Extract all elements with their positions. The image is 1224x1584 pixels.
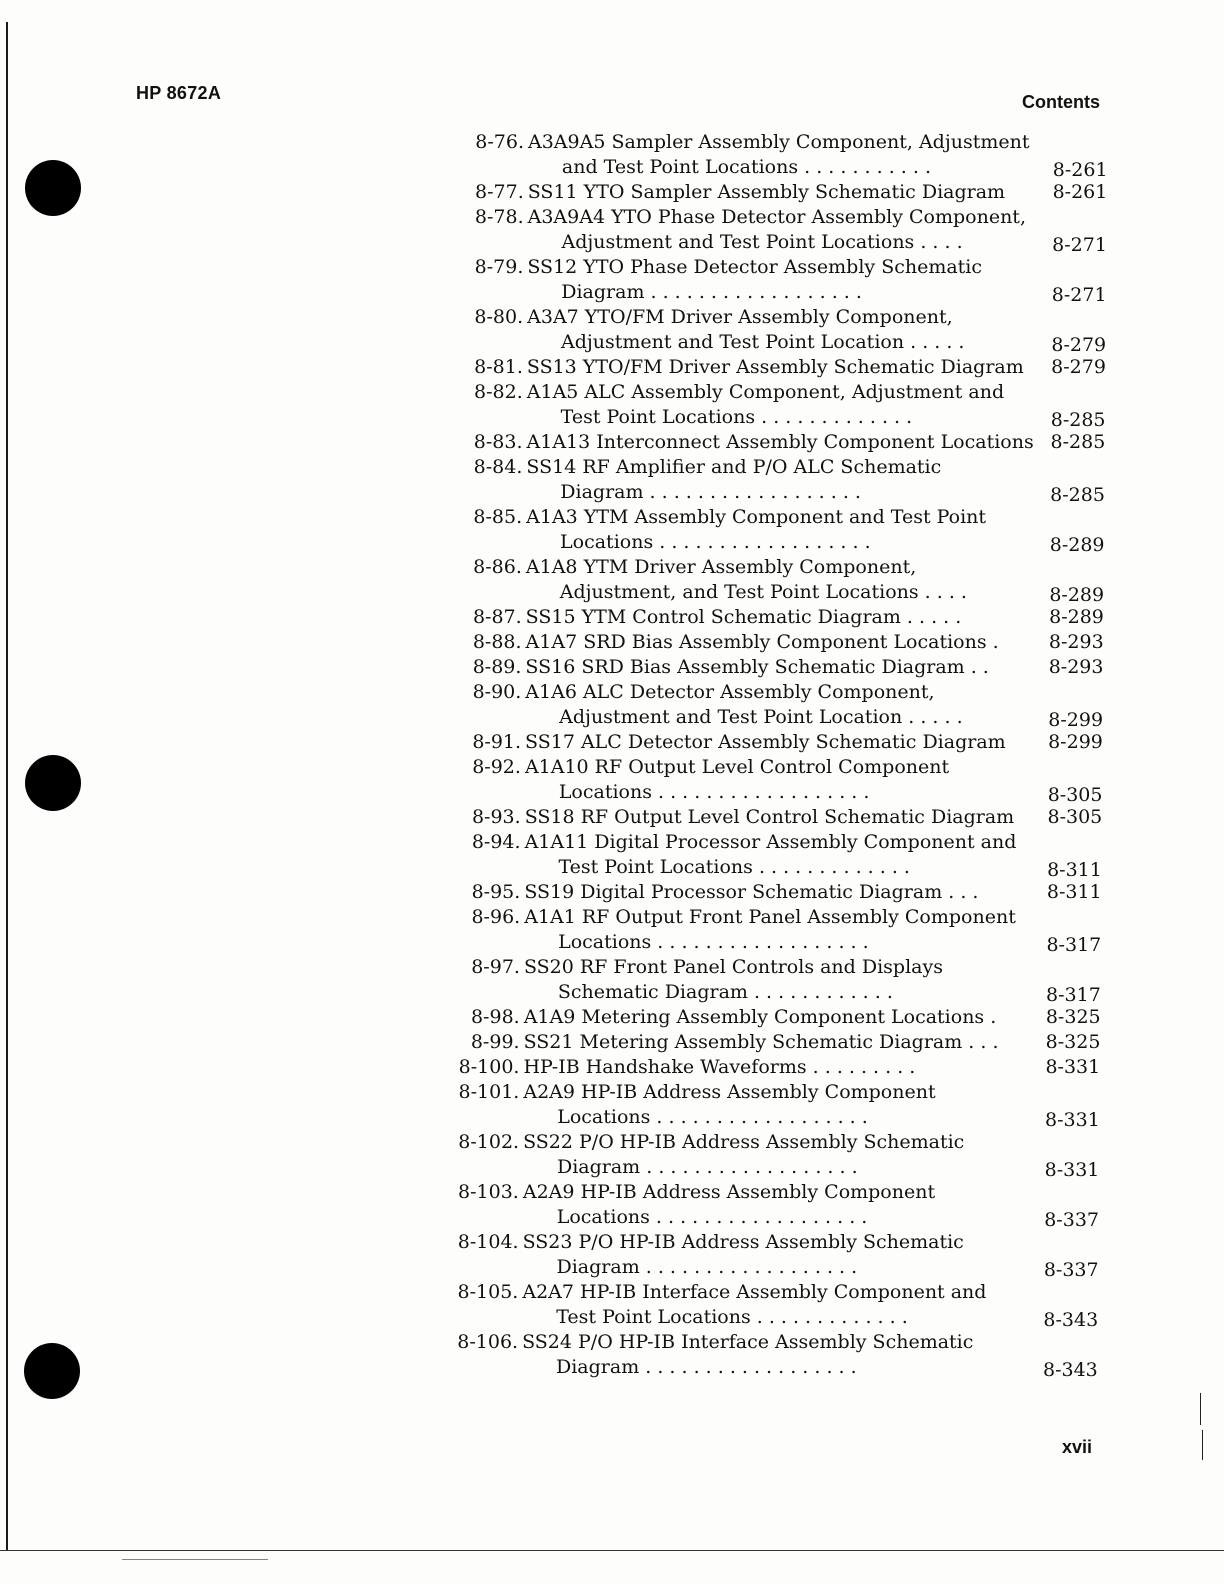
- toc-entry-title: Adjustment and Test Point Location . . . . .: [559, 706, 963, 728]
- toc-entry-number: 8-82.: [474, 381, 523, 403]
- toc-entry-page: 8-289: [1049, 606, 1104, 628]
- toc-entry-title: Locations . . . . . . . . . . . . . . . . . .: [560, 531, 871, 553]
- toc-entry: [0, 180, 1224, 205]
- toc-entry-title: A1A8 YTM Driver Assembly Component,: [525, 556, 917, 578]
- toc-entry-title: SS15 YTM Control Schematic Diagram . . . . .: [525, 606, 962, 628]
- toc-entry: [0, 1080, 1224, 1130]
- toc-entry-title: A3A7 YTO/FM Driver Assembly Component,: [527, 306, 953, 328]
- toc-entry-number: 8-94.: [471, 831, 521, 853]
- toc-entry-number: 8-93.: [471, 806, 521, 828]
- toc-entry-line: [0, 1055, 1224, 1080]
- toc-entry-title: Diagram . . . . . . . . . . . . . . . . . .: [561, 281, 862, 303]
- toc-entry-title: Test Point Locations . . . . . . . . . . . . .: [558, 856, 910, 878]
- page-number: xvii: [1062, 1437, 1093, 1457]
- toc-entry: [0, 1055, 1224, 1080]
- toc-entry-page: 8-271: [1051, 284, 1107, 306]
- toc-entry: [0, 605, 1224, 630]
- toc-entry-number: 8-87.: [472, 606, 522, 628]
- toc-entry-line: [0, 580, 1224, 605]
- toc-entry-page: 8-279: [1051, 334, 1107, 356]
- toc-entry: [0, 255, 1224, 305]
- toc-entry: [0, 1230, 1224, 1280]
- toc-entry-title: Diagram . . . . . . . . . . . . . . . . . .: [556, 1156, 858, 1178]
- toc-entry-line: [0, 630, 1224, 655]
- toc-entry-line: [0, 1255, 1224, 1280]
- toc-entry-number: 8-79.: [474, 256, 524, 278]
- toc-entry-title: SS20 RF Front Panel Controls and Displays: [523, 956, 943, 978]
- toc-entry-line: [0, 805, 1224, 830]
- toc-entry-number: 8-90.: [472, 681, 522, 703]
- toc-entry: [0, 905, 1224, 955]
- toc-entry-line: [0, 555, 1224, 580]
- toc-entry-line: [0, 705, 1224, 730]
- toc-entry-page: 8-311: [1046, 881, 1102, 903]
- toc-entry-line: [0, 305, 1224, 330]
- toc-entry-line: [0, 1105, 1224, 1130]
- toc-entry-line: [0, 1205, 1224, 1230]
- toc-entry-number: 8-100.: [458, 1056, 520, 1078]
- toc-entry-title: Test Point Locations . . . . . . . . . . . . .: [556, 1306, 908, 1328]
- toc-entry-line: [0, 505, 1224, 530]
- toc-entry-line: [0, 955, 1224, 980]
- toc-entry-line: [0, 380, 1224, 405]
- toc-entry-number: 8-105.: [457, 1281, 519, 1303]
- toc-entry-line: [0, 1180, 1224, 1205]
- toc-entry-line: [0, 680, 1224, 705]
- toc-entry: [0, 505, 1224, 555]
- toc-entry-page: 8-289: [1049, 534, 1105, 556]
- toc-entry-line: [0, 430, 1224, 455]
- toc-entry-number: 8-83.: [473, 431, 523, 453]
- toc-entry-title: A2A9 HP-IB Address Assembly Component: [522, 1181, 936, 1203]
- toc-entry-title: SS19 Digital Processor Schematic Diagram . . .: [524, 881, 979, 903]
- toc-entry-page: 8-337: [1043, 1259, 1099, 1281]
- toc-entry-page: 8-279: [1051, 356, 1106, 378]
- toc-entry-title: SS11 YTO Sampler Assembly Schematic Diagram: [527, 181, 1006, 203]
- header-model: HP 8672A: [136, 83, 222, 103]
- toc-entry-line: [0, 730, 1224, 755]
- toc-entry-number: 8-97.: [471, 956, 520, 978]
- toc-entry-title: Test Point Locations . . . . . . . . . . . . .: [560, 406, 913, 428]
- toc-entry-title: SS23 P/O HP-IB Address Assembly Schematic: [522, 1231, 964, 1253]
- toc-entry-title: SS14 RF Amplifier and P/O ALC Schematic: [526, 456, 942, 478]
- toc-entry-page: 8-285: [1050, 431, 1106, 453]
- toc-entry-title: A2A9 HP-IB Address Assembly Component: [523, 1081, 936, 1103]
- toc-entry: [0, 880, 1224, 905]
- toc-entry-number: 8-88.: [472, 631, 522, 653]
- toc-entry-page: 8-317: [1046, 984, 1101, 1006]
- toc-entry: [0, 1130, 1224, 1180]
- toc-entry-line: [0, 405, 1224, 430]
- toc-entry-number: 8-98.: [470, 1006, 520, 1028]
- toc-entry-title: A3A9A4 YTO Phase Detector Assembly Component,: [527, 206, 1026, 228]
- toc-entry-page: 8-305: [1047, 784, 1103, 806]
- toc-entry-title: Diagram . . . . . . . . . . . . . . . . . .: [556, 1256, 858, 1278]
- toc-entry-title: A1A5 ALC Assembly Component, Adjustment and: [526, 381, 1005, 403]
- toc-entry-line: [0, 530, 1224, 555]
- toc-entry-line: [0, 1330, 1224, 1355]
- toc-entry-line: [0, 1155, 1224, 1180]
- toc-entry-title: Diagram . . . . . . . . . . . . . . . . . .: [560, 481, 861, 503]
- toc-entry-page: 8-293: [1048, 656, 1104, 678]
- toc-entry: [0, 1005, 1224, 1030]
- toc-entry-line: [0, 255, 1224, 280]
- toc-entry-line: [0, 1230, 1224, 1255]
- toc-entry-line: [0, 1130, 1224, 1155]
- toc-entry-title: Adjustment and Test Point Location . . . . .: [561, 331, 965, 353]
- toc-entry-number: 8-89.: [472, 656, 522, 678]
- toc-entry-line: [0, 130, 1224, 155]
- toc-entry-title: A1A9 Metering Assembly Component Locations .: [523, 1006, 997, 1028]
- toc-entry-number: 8-81.: [474, 356, 523, 378]
- toc-entry: [0, 305, 1224, 355]
- toc-entry-line: [0, 1030, 1224, 1055]
- toc-entry: [0, 355, 1224, 380]
- toc-entry-title: A1A7 SRD Bias Assembly Component Locations .: [525, 631, 999, 653]
- toc-entry-title: Locations . . . . . . . . . . . . . . . . . .: [558, 781, 870, 803]
- toc-entry-number: 8-85.: [473, 506, 523, 528]
- toc-entry-title: Diagram . . . . . . . . . . . . . . . . . .: [556, 1356, 857, 1378]
- toc-entry-page: 8-317: [1046, 934, 1102, 956]
- toc-entry: [0, 430, 1224, 455]
- toc-entry-page: 8-289: [1049, 584, 1105, 606]
- toc-entry-line: [0, 605, 1224, 630]
- toc-entry-line: [0, 1005, 1224, 1030]
- toc-entry-page: 8-271: [1052, 234, 1107, 256]
- toc-entry-page: 8-285: [1050, 484, 1105, 506]
- toc-entry-line: [0, 755, 1224, 780]
- toc-entry-title: SS24 P/O HP-IB Interface Assembly Schematic: [522, 1331, 974, 1353]
- toc-entry-line: [0, 205, 1224, 230]
- toc-entry: [0, 130, 1224, 180]
- toc-entry-line: [0, 780, 1224, 805]
- toc-entry-number: 8-80.: [474, 306, 524, 328]
- toc-entry-number: 8-77.: [475, 181, 524, 203]
- toc-entry: [0, 755, 1224, 805]
- toc-entry-line: [0, 1355, 1224, 1380]
- toc-entry-title: and Test Point Locations . . . . . . . . . . .: [561, 156, 931, 178]
- toc-entry-line: [0, 1280, 1224, 1305]
- toc-entry-title: SS18 RF Output Level Control Schematic Diagram: [524, 806, 1015, 828]
- toc-entry-number: 8-102.: [458, 1131, 520, 1153]
- toc-entry-line: [0, 930, 1224, 955]
- toc-entry-page: 8-299: [1048, 709, 1104, 731]
- toc-entry-line: [0, 230, 1224, 255]
- toc-entry-page: 8-343: [1043, 1359, 1098, 1381]
- toc-entry-page: 8-331: [1045, 1056, 1101, 1078]
- toc-entry-title: SS21 Metering Assembly Schematic Diagram . . .: [523, 1031, 999, 1053]
- toc-entry-number: 8-103.: [458, 1181, 519, 1203]
- toc-entry-title: A3A9A5 Sampler Assembly Component, Adjustment: [528, 131, 1030, 153]
- toc-entry-title: Locations . . . . . . . . . . . . . . . . . .: [556, 1206, 868, 1228]
- toc-entry-page: 8-285: [1050, 409, 1106, 431]
- toc-entry-title: Adjustment and Test Point Locations . . . .: [561, 231, 963, 253]
- toc-entry-line: [0, 280, 1224, 305]
- toc-entry-title: A1A3 YTM Assembly Component and Test Point: [526, 506, 987, 528]
- toc-entry: [0, 805, 1224, 830]
- toc-entry-line: [0, 330, 1224, 355]
- toc-entry-line: [0, 355, 1224, 380]
- toc-entry-title: HP-IB Handshake Waveforms . . . . . . . . .: [523, 1056, 916, 1078]
- toc-entry-line: [0, 1305, 1224, 1330]
- toc-entry-page: 8-331: [1044, 1159, 1100, 1181]
- toc-entry-line: [0, 455, 1224, 480]
- toc-entry-page: 8-299: [1048, 731, 1103, 753]
- toc-entry: [0, 955, 1224, 1005]
- toc-entry-number: 8-92.: [472, 756, 521, 778]
- toc-entry-page: 8-325: [1045, 1031, 1101, 1053]
- toc-entry-page: 8-343: [1043, 1309, 1099, 1331]
- toc-entry-page: 8-293: [1048, 631, 1104, 653]
- toc-entry-number: 8-106.: [457, 1331, 519, 1353]
- toc-entry-page: 8-311: [1047, 859, 1102, 881]
- toc-entry-line: [0, 1080, 1224, 1105]
- toc-entry-title: A2A7 HP-IB Interface Assembly Component and: [522, 1281, 987, 1303]
- header-section-title: Contents: [1022, 92, 1100, 112]
- toc-entry-title: SS12 YTO Phase Detector Assembly Schematic: [527, 256, 983, 278]
- toc-entry-number: 8-91.: [472, 731, 522, 753]
- toc-entry-title: A1A6 ALC Detector Assembly Component,: [525, 681, 935, 703]
- toc-entry-number: 8-101.: [458, 1081, 520, 1103]
- toc-entry-title: Adjustment, and Test Point Locations . . . .: [559, 581, 967, 603]
- toc-entry-title: SS13 YTO/FM Driver Assembly Schematic Diagram: [526, 356, 1024, 378]
- toc-entry-number: 8-104.: [457, 1231, 519, 1253]
- toc-entry: [0, 680, 1224, 730]
- toc-entry-title: SS22 P/O HP-IB Address Assembly Schematic: [523, 1131, 965, 1153]
- toc-entry-line: [0, 855, 1224, 880]
- toc-entry: [0, 380, 1224, 430]
- toc-entry-line: [0, 480, 1224, 505]
- toc-entry-title: Schematic Diagram . . . . . . . . . . . .: [557, 981, 893, 1003]
- toc-entry: [0, 455, 1224, 505]
- toc-entry: [0, 1180, 1224, 1230]
- toc-entry-number: 8-76.: [475, 131, 524, 153]
- toc-entry-page: 8-305: [1047, 806, 1103, 828]
- toc-entry-number: 8-78.: [474, 206, 524, 228]
- toc-entry-number: 8-84.: [473, 456, 523, 478]
- toc-entry-title: A1A11 Digital Processor Assembly Component and: [524, 831, 1017, 853]
- toc-entry-line: [0, 830, 1224, 855]
- toc-entry: [0, 555, 1224, 605]
- toc-entry-page: 8-337: [1044, 1209, 1099, 1231]
- toc-entry-line: [0, 180, 1224, 205]
- toc-entry: [0, 1330, 1224, 1380]
- toc-entry-page: 8-261: [1052, 181, 1108, 203]
- toc-entry-title: Locations . . . . . . . . . . . . . . . . . .: [558, 931, 869, 953]
- toc-entry-line: [0, 655, 1224, 680]
- toc-entry-number: 8-86.: [473, 556, 522, 578]
- toc-entry-line: [0, 905, 1224, 930]
- toc-entry: [0, 830, 1224, 880]
- toc-entry: [0, 655, 1224, 680]
- toc-entry-line: [0, 880, 1224, 905]
- toc-entry-title: Locations . . . . . . . . . . . . . . . . . .: [557, 1106, 868, 1128]
- toc-entry: [0, 205, 1224, 255]
- toc-entry-line: [0, 155, 1224, 180]
- toc-entry-number: 8-96.: [471, 906, 521, 928]
- toc-entry-number: 8-95.: [471, 881, 521, 903]
- toc-entry-title: A1A13 Interconnect Assembly Component Locations: [526, 431, 1034, 453]
- toc-entry: [0, 1030, 1224, 1055]
- toc-entry-page: 8-331: [1045, 1109, 1100, 1131]
- toc-entry: [0, 730, 1224, 755]
- toc-entry: [0, 1280, 1224, 1330]
- toc-entry-page: 8-325: [1045, 1006, 1101, 1028]
- toc-entry-title: SS17 ALC Detector Assembly Schematic Diagram: [525, 731, 1006, 753]
- toc-entry-title: A1A10 RF Output Level Control Component: [524, 756, 950, 778]
- toc-entry-title: A1A1 RF Output Front Panel Assembly Component: [524, 906, 1016, 928]
- toc-entry-title: SS16 SRD Bias Assembly Schematic Diagram . .: [525, 656, 989, 678]
- toc-entry-number: 8-99.: [470, 1031, 520, 1053]
- toc-entry-page: 8-261: [1052, 159, 1108, 181]
- toc-entry: [0, 630, 1224, 655]
- toc-entry-line: [0, 980, 1224, 1005]
